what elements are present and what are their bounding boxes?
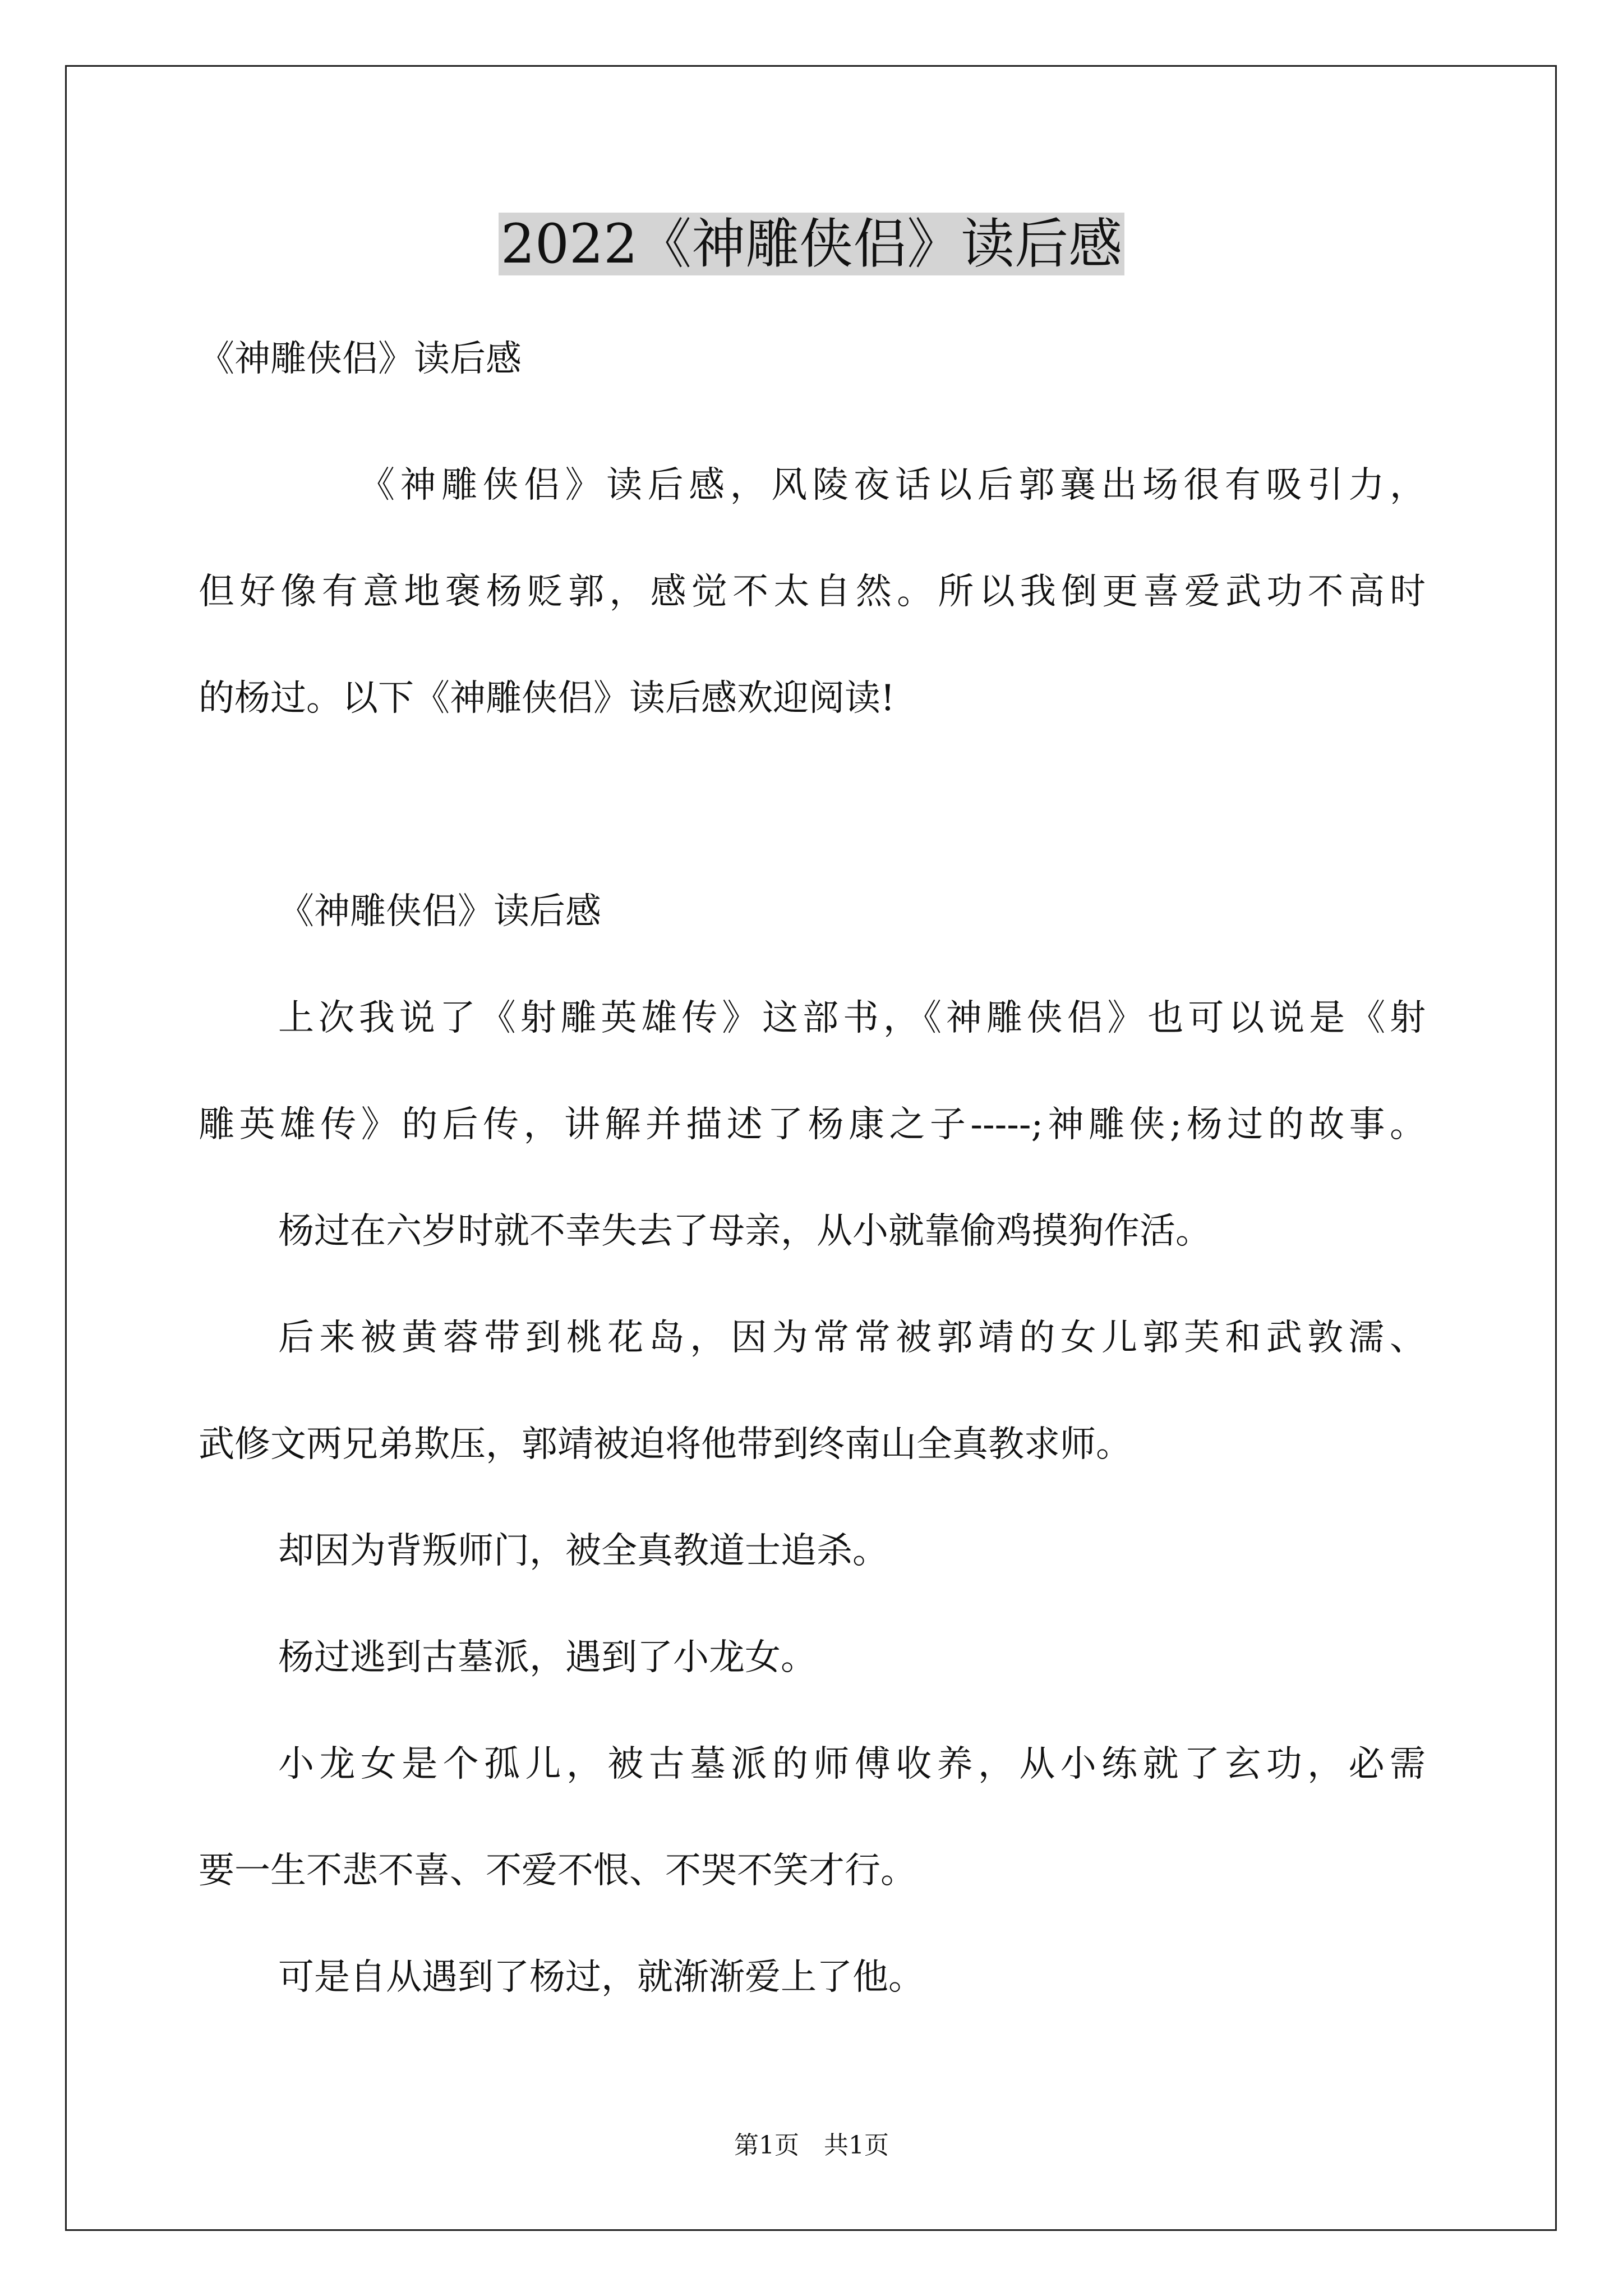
document-title xyxy=(0,205,1623,283)
body-line-6: 却因为背叛师门，被全真教道士追杀。 xyxy=(278,1530,888,1572)
title-text: 2022《神雕侠侣》读后感 xyxy=(499,213,1124,275)
section-heading: 《神雕侠侣》读后感 xyxy=(278,891,601,932)
body-line-4: 后来被黄蓉带到桃花岛，因为常常被郭靖的女儿郭芙和武敦濡、 xyxy=(278,1317,1426,1359)
intro-line-1: 《神雕侠侣》读后感，风陵夜话以后郭襄出场很有吸引力， xyxy=(359,464,1426,506)
body-line-10: 可是自从遇到了杨过，就渐渐爱上了他。 xyxy=(278,1957,924,1998)
body-line-8: 小龙女是个孤儿，被古墓派的师傅收养，从小练就了玄功，必需 xyxy=(278,1743,1426,1785)
body-line-9: 要一生不悲不喜、不爱不恨、不哭不笑才行。 xyxy=(199,1850,916,1892)
body-line-5: 武修文两兄弟欺压，郭靖被迫将他带到终南山全真教求师。 xyxy=(199,1424,1132,1465)
body-line-2: 雕英雄传》的后传，讲解并描述了杨康之子-----;神雕侠;杨过的故事。 xyxy=(199,1104,1426,1145)
body-line-3: 杨过在六岁时就不幸失去了母亲，从小就靠偷鸡摸狗作活。 xyxy=(278,1211,1211,1252)
intro-line-2: 但好像有意地褒杨贬郭，感觉不太自然。所以我倒更喜爱武功不高时 xyxy=(199,571,1426,613)
body-line-7: 杨过逃到古墓派，遇到了小龙女。 xyxy=(278,1637,817,1678)
page-footer: 第1页 共1页 xyxy=(734,2131,889,2160)
body-line-1: 上次我说了《射雕英雄传》这部书，《神雕侠侣》也可以说是《射 xyxy=(278,997,1426,1039)
intro-line-3: 的杨过。以下《神雕侠侣》读后感欢迎阅读! xyxy=(199,678,895,719)
subtitle-line: 《神雕侠侣》读后感 xyxy=(199,338,522,380)
